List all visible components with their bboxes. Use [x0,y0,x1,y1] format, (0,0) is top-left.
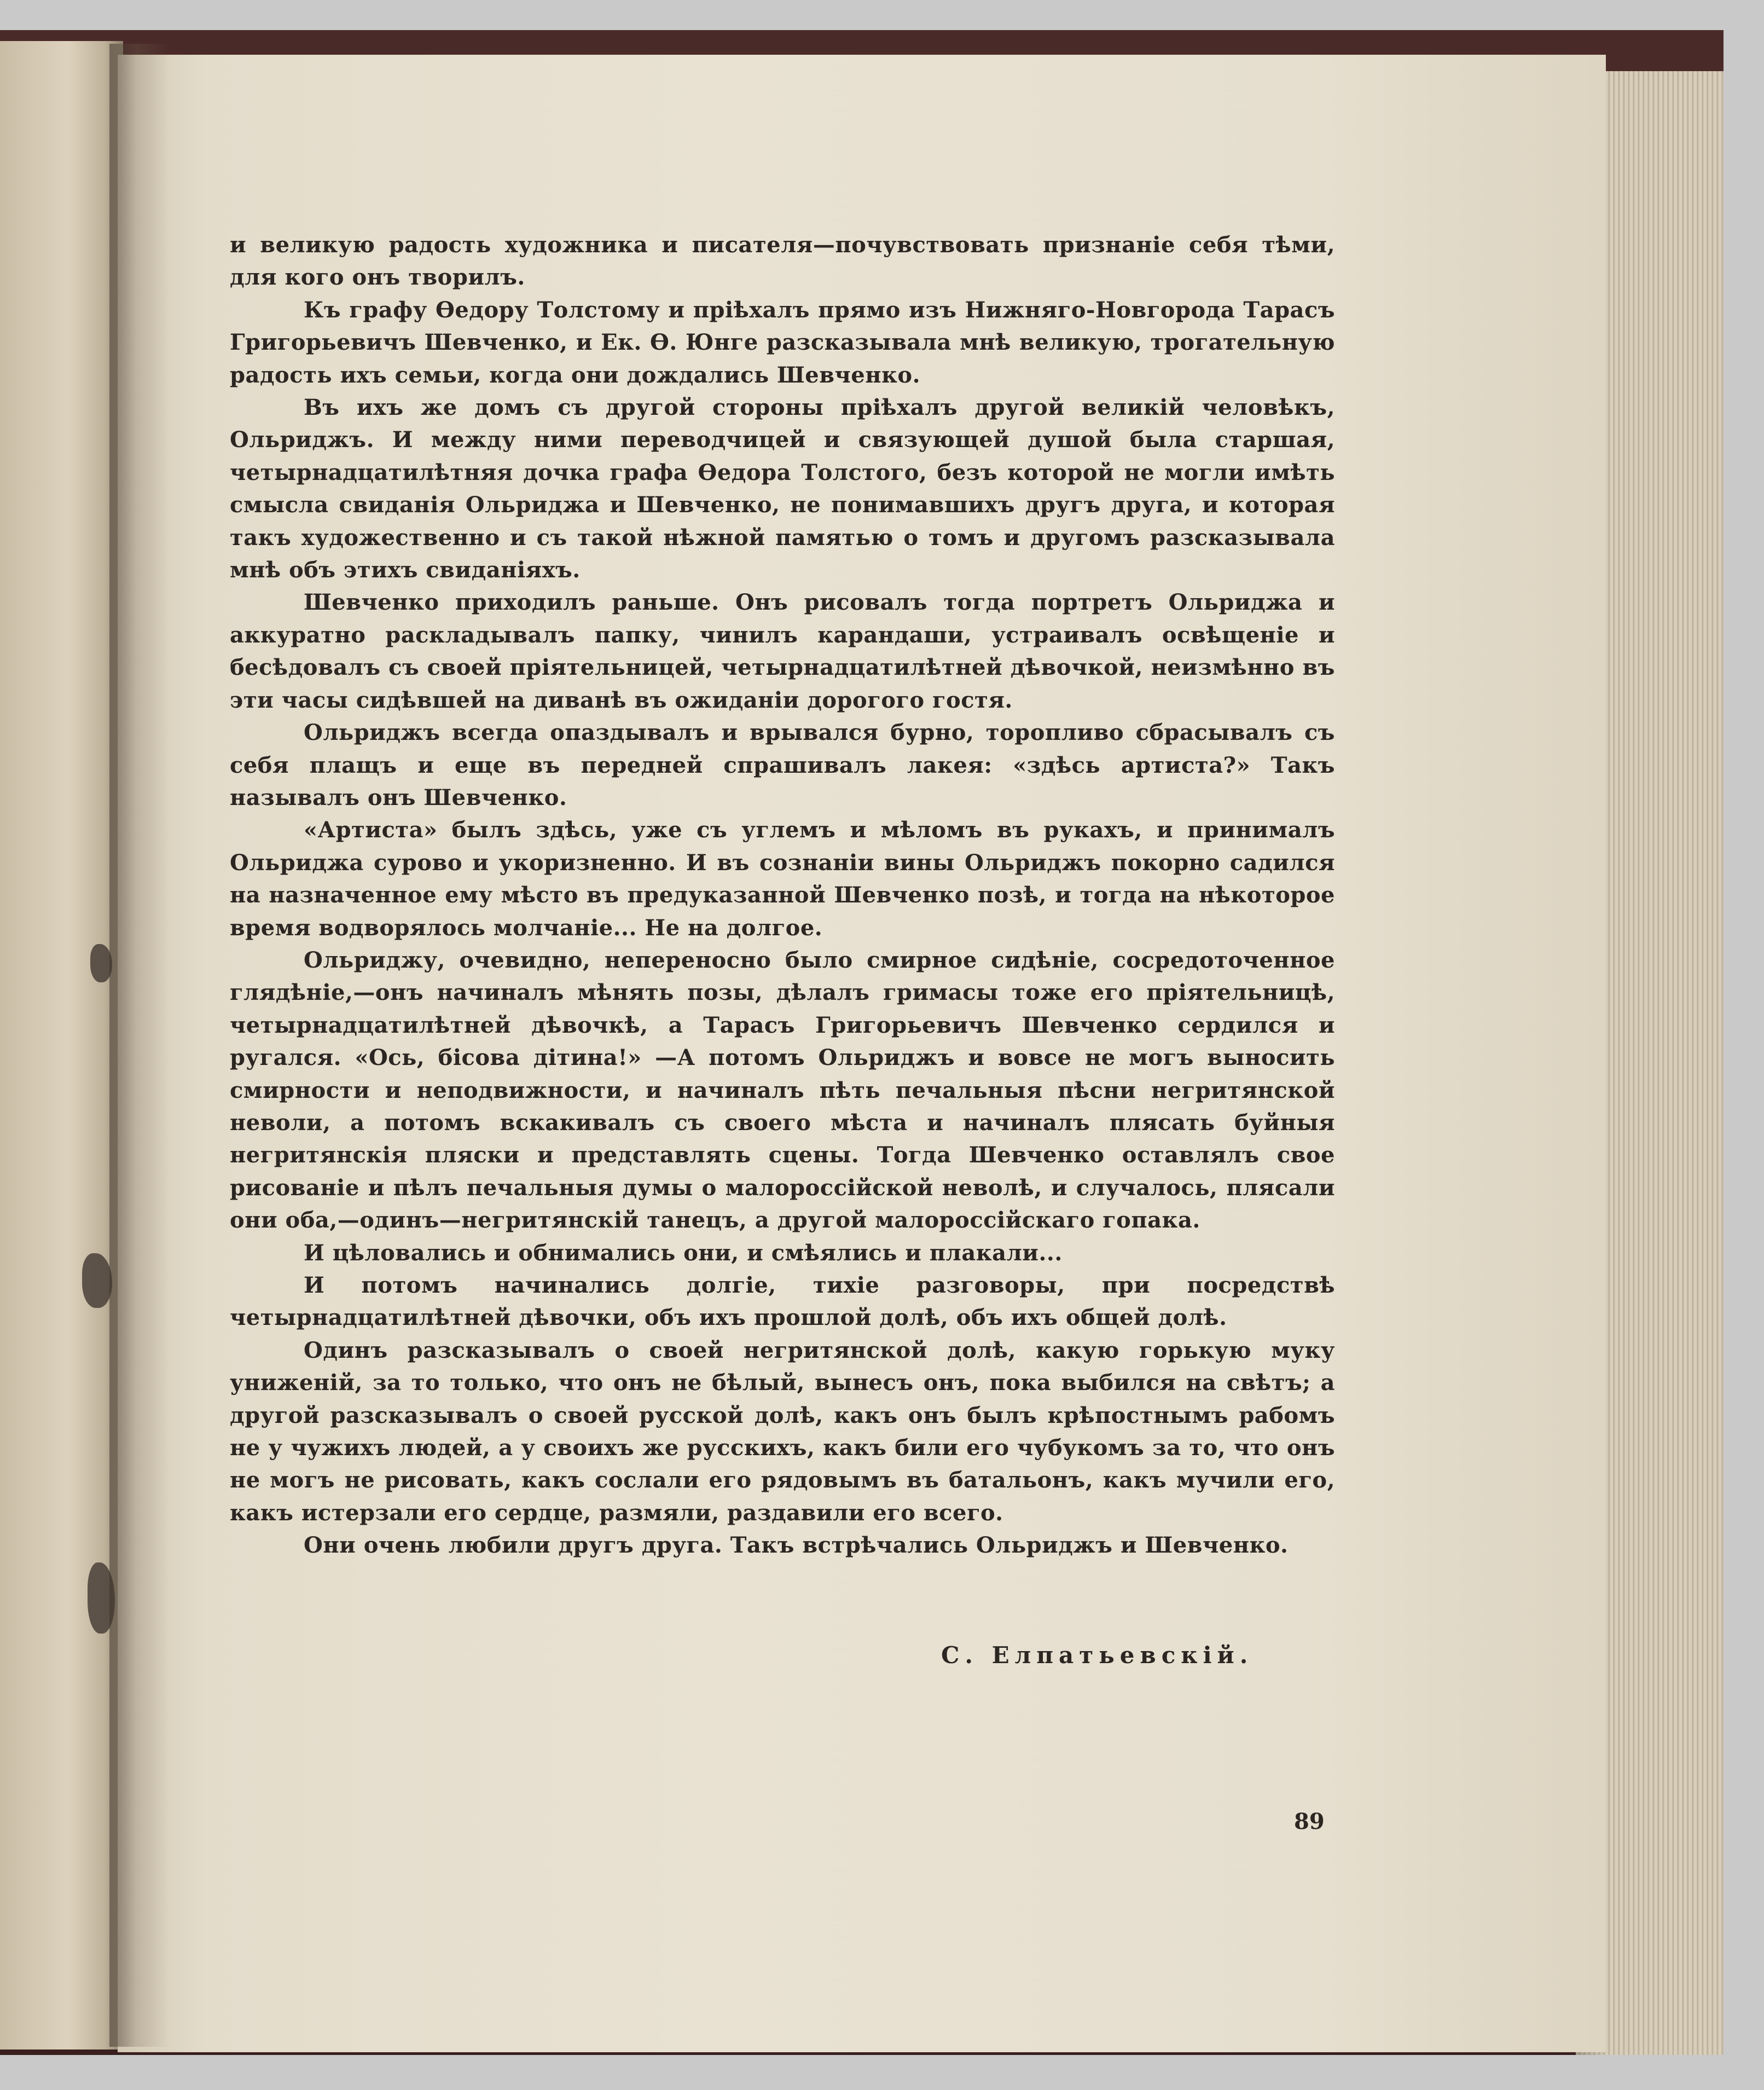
page-stain [82,1253,112,1308]
paragraph: и великую радость художника и писателя—почувствовать признаніе себя тѣми, для кого онъ творилъ. [230,232,1335,291]
paragraph: «Артиста» былъ здѣсь, уже съ углемъ и мѣломъ въ рукахъ, и принималъ Ольриджа сурово и укоризненно. И въ сознаніи вины Ольриджъ покорно садился на назначенное ему мѣсто въ предуказанной Шевченко позѣ, и тогда на нѣкоторое время водворялось молчаніе... Не на долгое. [230,817,1335,941]
paragraph: Ольриджъ всегда опаздывалъ и врывался бурно, торопливо сбрасывалъ съ себя плащъ и еще въ передней спрашивалъ лакея: «здѣсь артиста?» Такъ называлъ онъ Шевченко. [230,720,1335,810]
book-gutter [109,44,170,2047]
author-signature: С. Елпатьевскій. [941,1642,1254,1669]
paragraph: Ольриджу, очевидно, непереносно было смирное сидѣніе, сосредоточенное глядѣніе,—онъ начиналъ мѣнять позы, дѣлалъ гримасы тоже его пріятельницѣ, четырнадцатилѣтней дѣвочкѣ, а Тарасъ Григорьевичъ Шевченко сердился и ругался. «Ось, бісова дітина!» —А потомъ Ольриджъ и вовсе не могъ выносить смирности и неподвижности, и начиналъ пѣть печальныя пѣсни негритянской неволи, а потомъ вскакивалъ съ своего мѣста и начиналъ плясать буйныя негритянскія пляски и представлять сцены. Тогда Шевченко оставлялъ свое рисованіе и пѣлъ печальныя думы о малороссійской неволѣ, и случалось, плясали они оба,—одинъ—негритянскій танецъ, а другой малороссійскаго гопака. [230,947,1335,1234]
body-text [230,229,1335,1562]
paragraph: Шевченко приходилъ раньше. Онъ рисовалъ тогда портретъ Ольриджа и аккуратно раскладывалъ папку, чинилъ карандаши, устраивалъ освѣщеніе и бесѣдовалъ съ своей пріятельницей, четырнадцатилѣтней дѣвочкой, неизмѣнно въ эти часы сидѣвшей на диванѣ въ ожиданіи дорогого гостя. [230,589,1335,713]
paragraph: Одинъ разсказывалъ о своей негритянской долѣ, какую горькую муку униженій, за то только, что онъ не бѣлый, вынесъ онъ, пока выбился на свѣтъ; а другой разсказывалъ о своей русской долѣ, какъ онъ былъ крѣпостнымъ рабомъ не у чужихъ людей, а у своихъ же русскихъ, какъ били его чубукомъ за то, что онъ не могъ не рисовать, какъ сослали его рядовымъ въ батальонъ, какъ мучили его, какъ истерзали его сердце, размяли, раздавили его всего. [230,1337,1335,1526]
paragraph: И потомъ начинались долгіе, тихіе разговоры, при посредствѣ четырнадцатилѣтней дѣвочки, объ ихъ прошлой долѣ, объ ихъ общей долѣ. [230,1272,1335,1331]
page-stain [90,944,112,982]
paragraph: И цѣловались и обнимались они, и смѣялись и плакали... [304,1240,1063,1266]
page-number: 89 [1294,1809,1325,1834]
paragraph: Къ графу Ѳедору Толстому и пріѣхалъ прямо изъ Нижняго-Новгорода Тарасъ Григорьевичъ Шевченко, и Ек. Ѳ. Юнге разсказывала мнѣ великую, трогательную радость ихъ семьи, когда они дождались Шевченко. [230,297,1335,388]
left-page-edge [0,41,123,2050]
paragraph: Они очень любили другъ друга. Такъ встрѣчались Ольриджъ и Шевченко. [304,1532,1289,1559]
paragraph: Въ ихъ же домъ съ другой стороны пріѣхалъ другой великій человѣкъ, Ольриджъ. И между ними переводчицей и связующей душой была старшая, четырнадцатилѣтняя дочка графа Ѳедора Толстого, безъ которой не могли имѣть смысла свиданія Ольриджа и Шевченко, не понимавшихъ другъ друга, и которая такъ художественно и съ такой нѣжной памятью о томъ и другомъ разсказывала мнѣ объ этихъ свиданіяхъ. [230,395,1335,583]
